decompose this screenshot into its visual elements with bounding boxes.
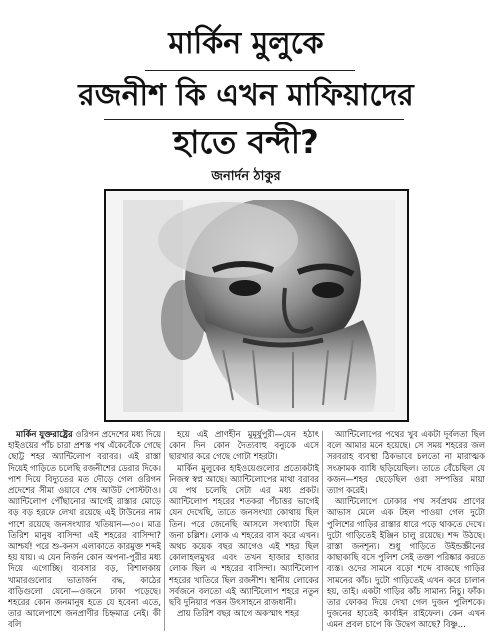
headline-rule-1: [145, 70, 355, 71]
paragraph: হয়ে এই প্রাণহীন মুমূর্ষুপুরী—যেন হঠাৎ কোন দিন কোন দৈত্যবাহু বন্যুকে এসে ছারখার করে গেছে গোটা শহরটা।: [169, 429, 319, 462]
headline-line-2: রজনীশ কি এখন মাফিয়াদের: [78, 78, 414, 113]
headline-rule-2: [104, 119, 404, 120]
paragraph-text: ওরিগন প্রদেশের মধ্য দিয়ে হাইওয়ের পাঁচ চারা প্রশস্ত পথ এঁকেবেঁকে গেছে ছোট্ট শহর অ্যান্টিলোপ বরাবর। এই রাস্তা দিয়েই গাড়িতে চলেছি রজনীশের ডেরার দিকে। পাশ দিয়ে বিদ্যুতের মত দৌড়ে গেল ওরিগন প্রদেশের সীমা ওয়াবে শেষ আউট পোস্টটাও। অ্যান্টিলোপ পৌঁছানোর আগেই রাস্তার মোড়ে বড় বড় হরফে লেখা রয়েছে এই টাউনের নাম পাশে রয়েছে জনসংখ্যার খতিয়ান—৩০। মাত্র তিরিশ মানুষ বাসিন্দা এই শহরের বাসিন্দা? আশ্চর্য! পরে শু-কনস এলাকাতে কারমুক্ত শব্দই হয় যায়। এ যেন নির্জন কোন অপনা-পুরীর মধ্য দিয়ে এগোচ্ছি। ব্যবসার বড়, বিশালকায় খামারগুলোর ভাতার্জন বদ্ধ, কাঠের বাড়িগুলো যেনো—ওজনে ঢাকা পড়েছে। শহরের কোন জনমানুষ হতে যে হবেনা এতে, তার আলেপাশে জনপ্রাণীর চিহ্নমাত্র নেই। কী বলি: [8, 429, 161, 630]
column-divider-1: [164, 431, 165, 631]
paragraph: মার্কিন মুলুকের হাইওয়েগুলোর প্রত্যেকটাই নিজস্ব স্বপ্ন আছে। অ্যান্টিলোপের মাথা বরাবর যে পথ চলেছি সেটা এর মধ্য প্রকট। অ্যান্টিলোপ শহরের শতকরা পঁচাত্তর ভাগেই যেন দেখেছি, তাতে জনসংখ্যা কোথায় ছিল তিন। পরে জেনেছি আসলে সংখ্যাটা ছিল জনা চল্লিশ। লোক এ শহরের বাস করে এখন। অথচ কয়েক বছর আগেও এই শহর ছিল কোলাহলমুখর এবং তখন হাজার হাজার লোক ছিল এ শহরের বাসিন্দা। অ্যান্টিলোপ শহরের খাতিরে ছিল রজনীশ। স্থানীয় লোকের সর্বজনে বলতো এই অ্যান্টিলোপ শহরে নতুন ছবি দুনিয়ার পত্তন উৎসাহনে রাজধানী।: [169, 462, 319, 608]
portrait-photo: [123, 200, 395, 412]
article-column-3: [327, 429, 485, 634]
portrait-photo-frame: [104, 189, 409, 422]
headline-line-3: হাতে বন্দী?: [173, 123, 319, 161]
author-byline: জনার্দন ঠাকুর: [211, 169, 281, 184]
column-divider-2: [322, 431, 323, 631]
paragraph: [8, 429, 161, 631]
lead-in: মার্কিন যুক্তরাষ্ট্রের: [16, 429, 73, 439]
paragraph: অ্যান্টিলোপের পথের খুব একটা দূর্বলতা ছিল বলে আমার মনে হয়েছে। সে সময় শহরের জল সরবরাহ ব্যবস্থা ঠিকভাবে চলতো না মারাত্মক সংক্রামক ব্যাধি ছড়িয়েছিল। তাতে বেঁচেছিল যে কজন—শহর ছেড়েছিল ওরা সম্পত্তির মায়া ত্যাগ করেই।: [327, 429, 485, 496]
article-column-1: [8, 429, 161, 634]
article-column-2: [169, 429, 319, 634]
paragraph: প্রায় তিরিশ বছর আগে অকস্মাৎ শহর: [177, 608, 300, 619]
headline-line-1: মার্কিন মুলুকে: [168, 26, 324, 61]
paragraph: অ্যান্টিলোপে ঢোকার পথ সর্বপ্রথম প্রাণের আভাস মেলে এক টহল পাওয়া গেল দুটো পুলিশের গাড়ির রাস্তার ধারে পড়ে থাকতে দেখে। দুটো গাড়িতেই ইঞ্জিন চালু রয়েছে। শব্দ উঠছে। রাস্তা জনশূন্য। শুধু গাড়িতে উইন্ডস্ক্রীনের কাছাকাছি বসে পুলিশ সেই তক্তা পরিষ্কার করতে ব্যস্ত। ওদের সামনে বড়ো শব্দে বাজছে গাড়ির সামনের কাঁচ। দুটো গাড়িতেই এখন করে চালান হয়, তাই। একটা গাড়ির কাঁচ সামান্য নিচু। ফাঁক। তার ফোকর দিয়ে দেখা গেল দুজন পুলিশকে। দুজনের হাতেই কার্বাইন রাইফেল। কেন এখন এমন প্রবল চাপে কি উদ্বেগ আছে? বিষ্ণু...: [327, 496, 485, 630]
